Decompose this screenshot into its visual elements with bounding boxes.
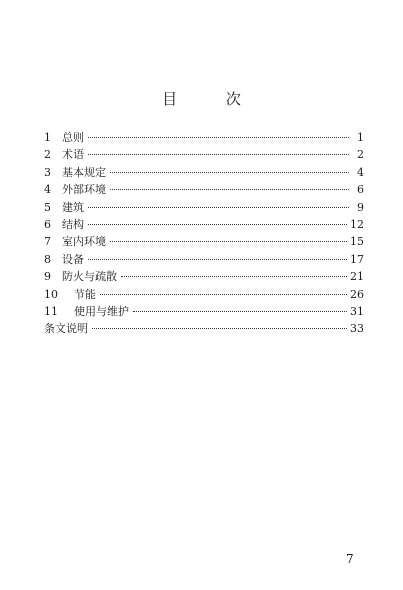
toc-leader-dots — [133, 311, 347, 312]
toc-entry-title: 室内环境 — [62, 235, 106, 249]
toc-entry-page: 9 — [357, 200, 364, 214]
toc-entry-number: 9 — [44, 270, 51, 284]
toc-leader-dots — [88, 207, 349, 208]
toc-entry-page: 33 — [350, 322, 364, 336]
toc-entry-number: 3 — [44, 165, 51, 179]
toc-entry-page: 6 — [357, 183, 364, 197]
toc-entry-title: 使用与维护 — [74, 304, 129, 318]
toc-entry-number: 4 — [44, 183, 51, 197]
toc-entry-number: 8 — [44, 252, 51, 266]
toc-entry-title: 建筑 — [62, 200, 84, 214]
toc-entry-page: 17 — [350, 252, 364, 266]
toc-leader-dots — [110, 241, 347, 242]
toc-entry-page: 31 — [350, 304, 364, 318]
toc-entry-external-environment[interactable] — [44, 181, 364, 198]
table-of-contents — [44, 129, 364, 338]
toc-leader-dots — [88, 154, 349, 155]
toc-leader-dots — [92, 328, 347, 329]
toc-entry-fire-evacuation[interactable] — [44, 268, 364, 285]
toc-entry-equipment[interactable] — [44, 251, 364, 268]
toc-entry-page: 1 — [357, 131, 364, 144]
toc-entry-number: 1 — [44, 131, 51, 144]
toc-entry-structure[interactable] — [44, 216, 364, 233]
toc-entry-number: 10 — [44, 287, 58, 301]
toc-entry-page: 2 — [357, 148, 364, 162]
toc-entry-title: 术语 — [62, 148, 84, 162]
toc-leader-dots — [110, 189, 349, 190]
toc-entry-terms[interactable] — [44, 146, 364, 163]
toc-entry-clause-explanation[interactable] — [44, 320, 364, 337]
toc-entry-page: 26 — [350, 287, 364, 301]
toc-entry-indoor-environment[interactable] — [44, 233, 364, 250]
toc-entry-title: 结构 — [62, 217, 84, 231]
toc-entry-number: 5 — [44, 200, 51, 214]
toc-entry-title: 总则 — [62, 131, 84, 144]
toc-entry-title: 设备 — [62, 252, 84, 266]
toc-leader-dots — [88, 137, 349, 138]
toc-entry-title: 条文说明 — [44, 322, 88, 336]
page-title: 目 次 — [162, 90, 263, 108]
toc-entry-use-maintenance[interactable] — [44, 303, 364, 320]
toc-entry-basic-rules[interactable] — [44, 164, 364, 181]
toc-entry-number: 2 — [44, 148, 51, 162]
toc-entry-energy-saving[interactable] — [44, 286, 364, 303]
toc-entry-title: 基本规定 — [62, 165, 106, 179]
toc-entry-number: 11 — [44, 304, 58, 318]
toc-entry-title: 防火与疏散 — [62, 270, 117, 284]
toc-leader-dots — [110, 172, 349, 173]
toc-entry-title: 节能 — [74, 287, 96, 301]
toc-leader-dots — [88, 224, 347, 225]
toc-entry-page: 12 — [350, 217, 364, 231]
page-number: 7 — [346, 552, 354, 566]
toc-leader-dots — [121, 276, 347, 277]
toc-entry-number: 7 — [44, 235, 51, 249]
toc-entry-general[interactable] — [44, 129, 364, 146]
toc-entry-page: 21 — [350, 270, 364, 284]
toc-entry-architecture[interactable] — [44, 199, 364, 216]
toc-entry-page: 15 — [350, 235, 364, 249]
toc-leader-dots — [100, 294, 347, 295]
toc-entry-title: 外部环境 — [62, 183, 106, 197]
toc-entry-number: 6 — [44, 217, 51, 231]
toc-leader-dots — [88, 259, 347, 260]
toc-entry-page: 4 — [357, 165, 364, 179]
